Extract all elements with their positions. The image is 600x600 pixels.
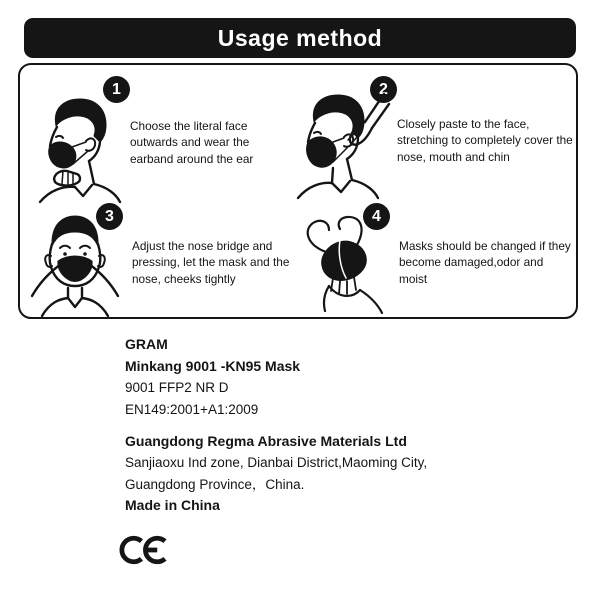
step-4-text: Masks should be changed if they become damaged,odor and moist [399,239,571,286]
page-title: Usage method [217,24,383,51]
product-info [125,337,427,520]
step-4-number-badge: 4 [363,203,390,230]
product-model: Minkang 9001 -KN95 Mask [125,357,301,374]
step-1-text: Choose the literal face outwards and wear the earband around the ear [130,119,254,166]
step-4-illustration [293,212,393,314]
step-3-illustration [20,210,130,318]
manufacturer-address-line2: Guangdong Province，China. [125,476,305,492]
step-3-text: Adjust the nose bridge and pressing, let the mask and the nose, cheeks tightly [132,239,290,286]
step-1-number-badge: 1 [103,76,130,103]
product-classification: 9001 FFP2 NR D [125,380,229,395]
country-of-origin: Made in China [125,497,220,513]
header-bar [24,18,576,58]
step-2-text: Closely paste to the face, stretching to completely cover the nose, mouth and chin [397,117,573,164]
manufacturer-name: Guangdong Regma Abrasive Materials Ltd [125,432,407,449]
brand-name: GRAM [125,336,168,352]
ce-mark-icon [119,533,169,567]
step-1-illustration [28,92,128,204]
step-2-number-badge: 2 [370,76,397,103]
manufacturer-address-line1: Sanjiaoxu Ind zone, Dianbai District,Maoming City, [125,455,428,470]
step-3-number-badge: 3 [96,203,123,230]
step-2-illustration [288,88,392,200]
product-standard: EN149:2001+A1:2009 [125,401,259,417]
